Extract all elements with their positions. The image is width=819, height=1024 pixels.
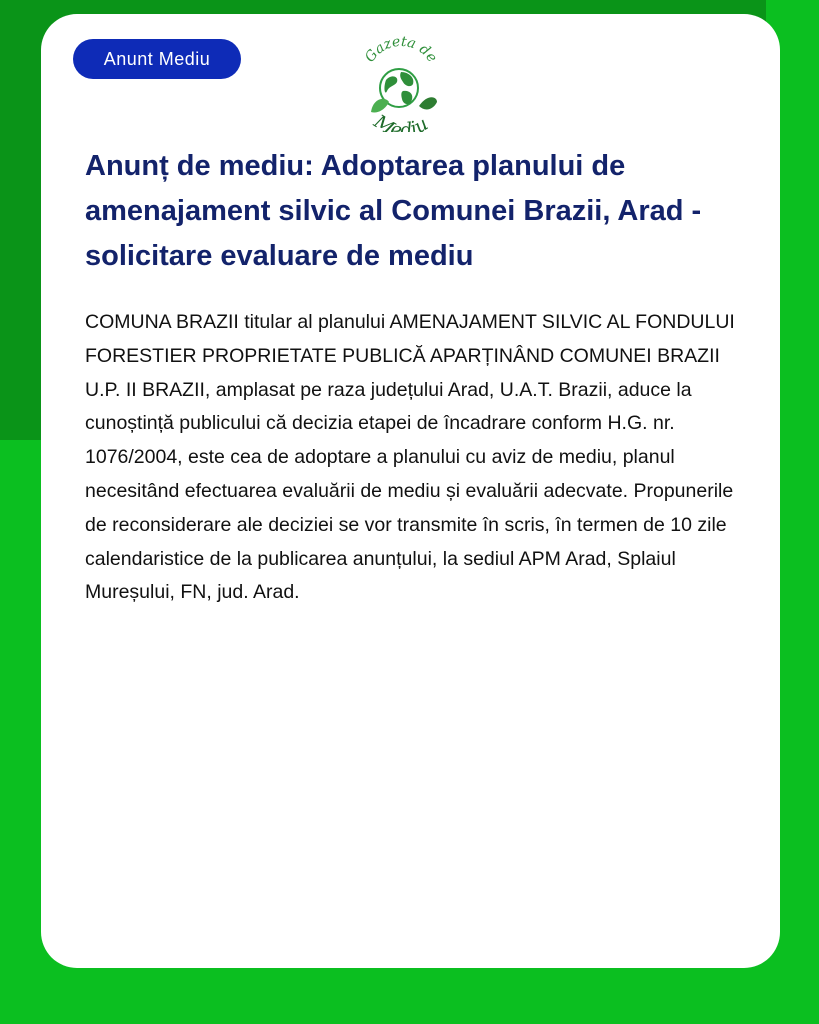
leaf-icon — [371, 99, 389, 113]
category-badge-label: Anunt Mediu — [103, 48, 211, 69]
logo-top-text: Gazeta de — [362, 36, 441, 66]
logo-bottom-text: Mediu — [369, 110, 433, 132]
gazeta-de-mediu-logo — [359, 36, 443, 132]
svg-text:Mediu — [369, 110, 432, 132]
category-badge[interactable] — [73, 39, 241, 79]
article-body: COMUNA BRAZII titular al planului AMENAJAMENT SILVIC AL FONDULUI FORESTIER PROPRIETATE PUBLICĂ APARȚINÂND COMUNEI BRAZII U.P. II BRAZII, amplasat pe raza județului Arad, U.A.T. Brazii, aduce la cunoștință publicului că decizia etapei de încadrare conform H.G. nr. 1076/2004, este cea de adoptare a planului cu aviz de mediu, planul necesitând efectuarea evaluării de mediu și evaluării adecvate. Propunerile de reconsiderare ale deciziei se vor transmite în scris, în termen de 10 zile calendaristice de la publicarea anunțului, la sediul APM Arad, Splaiul Mureșului, FN, jud. Arad. — [85, 311, 735, 604]
announcement-card — [41, 14, 780, 968]
logo-graphic — [359, 36, 443, 132]
svg-text:Gazeta de — [362, 36, 440, 65]
article-title: Anunț de mediu: Adoptarea planului de amenajament silvic al Comunei Brazii, Arad - solicitare evaluare de mediu — [85, 150, 702, 272]
leaf-icon — [419, 97, 437, 109]
